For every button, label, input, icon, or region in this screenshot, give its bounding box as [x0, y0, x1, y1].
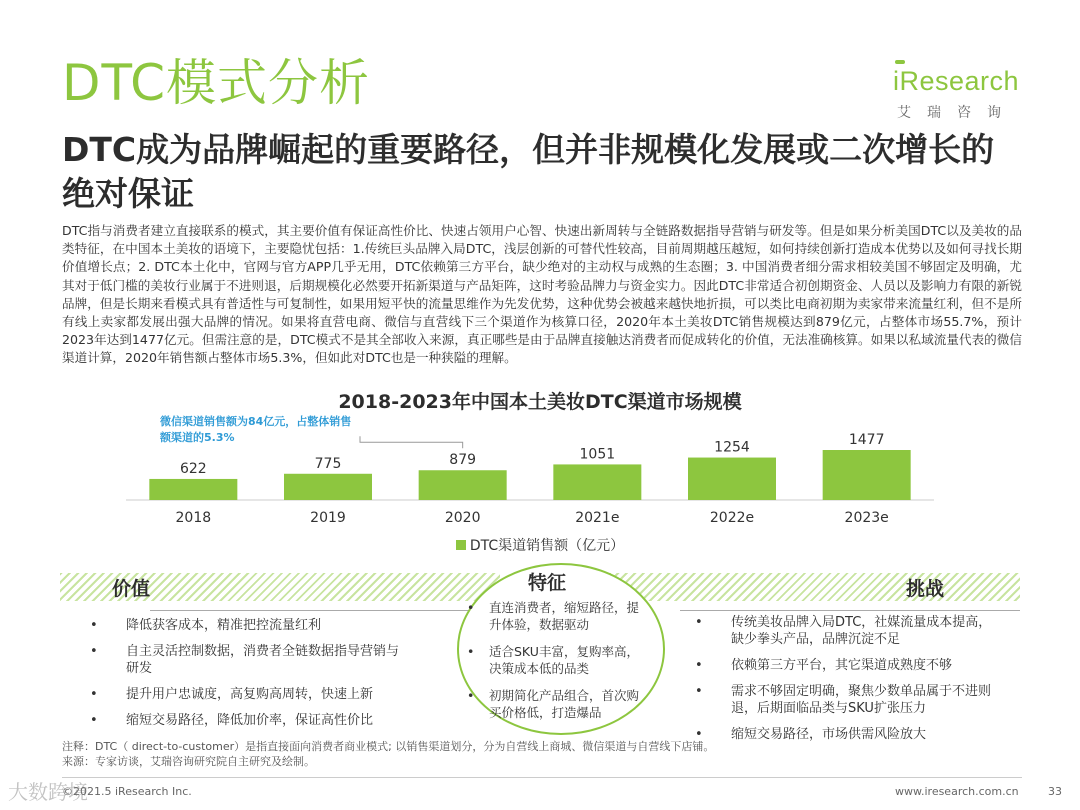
list-item-text: 直连消费者，缩短路径，提升体验，数据驱动	[489, 600, 640, 632]
tick-label: 2018	[175, 510, 212, 526]
page-title: DTC模式分析	[62, 54, 371, 112]
bullet: •	[90, 618, 98, 633]
bullet: •	[467, 600, 475, 615]
list-item-text: 缩短交易路径，降低加价率，保证高性价比	[126, 713, 374, 728]
bar	[688, 458, 776, 500]
body-paragraph: DTC指与消费者建立直接联系的模式，其主要价值有保证高性价比、快速占领用户心智、快速出新周转与全链路数据指导营销与研发等。但是如果分析美国DTC以及美妆的品类特征，在中国本土美妆的语境下，主要隐忧包括：1.传统巨头品牌入局DTC，浅层创新的可替代性较高，目前周期越压越短，如何持续创新打造成本优势以及如何寻找长期价值增长点；2. DTC本土化中，官网与官方APP几乎无用，DTC依赖第三方平台，缺少绝对的主动权与成熟的生态圈；3. 中国消费者细分需求相较美国不够固定及明确，尤其对于低门槛的美妆行业属于不进则退，后期规模化必然要开拓新渠道与产品矩阵，这时考验品牌力与资金实力。因此DTC非常适合初创期资金、人员以及影响力有限的新锐品牌，但是长期来看模式具有普适性与可复制性，如果用短平快的流量思维作为先发优势，这种优势会被越来越快地折损，可以类比电商初期为卖家带来流量红利，但不是所有线上卖家都发展出强大品牌的情况。如果将直营电商、微信与直营线下三个渠道作为核算口径，2020年本土美妆DTC销售规模达到879亿元，占整体市场55.7%，预计2023年达到1477亿元。但需注意的是，DTC模式不是其全部收入来源，真正哪些是由于品牌直接触达消费者而促成转化的价值，无法准确核算。如果以私域流量代表的微信渠道计算，2020年销售额占整体市场5.3%，但如此对DTC也是一种狭隘的理解。	[62, 223, 1022, 366]
list-item-text: 初期简化产品组合，首次购买价格低，打造爆品	[489, 688, 640, 720]
tick-label: 2019	[310, 510, 346, 526]
list-item	[467, 687, 647, 721]
list-item-text: 降低获客成本，精准把控流量红利	[126, 618, 322, 633]
feature-heading: 特征	[528, 572, 567, 594]
chart-title: 2018-2023年中国本土美妆DTC渠道市场规模	[338, 391, 742, 413]
logo-brand: iResearch	[893, 66, 1020, 96]
bullet: •	[695, 727, 703, 742]
tick-label: 2023e	[844, 510, 889, 526]
chart-legend	[0, 535, 1080, 555]
list-item-text: 传统美妆品牌入局DTC，社媒流量成本提高，缺少拳头产品，品牌沉淀不足	[731, 615, 992, 647]
watermark: 大数跨境	[8, 780, 88, 804]
bullet: •	[695, 658, 703, 673]
challenge-list	[695, 614, 995, 752]
page-number: 33	[1048, 785, 1062, 798]
data-label: 1254	[714, 439, 750, 456]
tick-label: 2020	[444, 510, 481, 526]
iresearch-logo	[893, 58, 1028, 120]
data-label: 1477	[848, 432, 885, 448]
website: www.iresearch.com.cn	[895, 785, 1019, 798]
list-item	[467, 599, 647, 633]
subtitle: DTC成为品牌崛起的重要路径，但并非规模化发展或二次增长的绝对保证	[62, 130, 995, 213]
legend-label: DTC渠道销售额（亿元）	[469, 538, 625, 554]
bar	[149, 479, 237, 500]
bullet: •	[695, 684, 703, 699]
list-item	[695, 683, 995, 717]
list-item	[90, 686, 405, 703]
list-item	[695, 614, 995, 648]
bar	[823, 450, 911, 500]
challenge-divider	[680, 610, 1020, 611]
value-heading: 价值	[112, 578, 151, 600]
logo-cn: 艾瑞咨询	[897, 105, 1017, 121]
list-item-text: 缩短交易路径，市场供需风险放大	[731, 727, 927, 742]
bullet: •	[695, 615, 703, 630]
tick-label: 2021e	[575, 510, 620, 526]
list-item-text: 需求不够固定明确，聚焦少数单品属于不进则退，后期面临品类与SKU扩张压力	[731, 684, 992, 716]
tick-label: 2022e	[709, 510, 755, 526]
list-item-text: 依赖第三方平台，其它渠道成熟度不够	[731, 658, 953, 673]
source-line: 来源：专家访谈，艾瑞咨询研究院自主研究及绘制。	[62, 755, 315, 768]
list-item	[90, 643, 405, 677]
feature-list	[467, 599, 647, 731]
footnote	[62, 739, 1022, 769]
list-item	[467, 643, 647, 677]
list-item-text: 提升用户忠诚度，高复购高周转，快速上新	[126, 687, 374, 702]
value-list	[90, 617, 405, 738]
bullet: •	[467, 688, 475, 703]
challenge-heading: 挑战	[906, 578, 945, 600]
bullet: •	[90, 713, 98, 728]
value-divider	[150, 610, 490, 611]
list-item	[695, 657, 995, 674]
list-item	[90, 712, 405, 729]
bullet: •	[467, 644, 475, 659]
challenge-header-band	[600, 573, 1020, 601]
data-label: 1051	[579, 446, 616, 463]
note-line: 注释：DTC（ direct-to-customer）是指直接面向消费者商业模式; 以销售渠道划分，分为自营线上商城、微信渠道与自营线下店铺。	[62, 740, 715, 753]
logo-accent-bar	[895, 60, 905, 64]
chart-annotation: 微信渠道销售额为84亿元，占整体销售额渠道的5.3%	[160, 414, 358, 452]
bar	[553, 464, 641, 500]
bullet: •	[90, 644, 98, 659]
bar	[284, 474, 372, 500]
data-label: 775	[314, 455, 342, 472]
list-item	[90, 617, 405, 634]
annotation-connector	[360, 436, 463, 448]
bullet: •	[90, 687, 98, 702]
list-item-text: 自主灵活控制数据，消费者全链数据指导营销与研发	[126, 644, 400, 676]
data-label: 622	[179, 460, 207, 477]
legend-swatch	[456, 540, 466, 550]
list-item-text: 适合SKU丰富，复购率高，决策成本低的品类	[489, 644, 639, 676]
bar	[419, 470, 507, 500]
footer-divider	[62, 777, 1022, 778]
copyright: ©2021.5 iResearch Inc.	[62, 785, 192, 798]
data-label: 879	[449, 452, 477, 469]
